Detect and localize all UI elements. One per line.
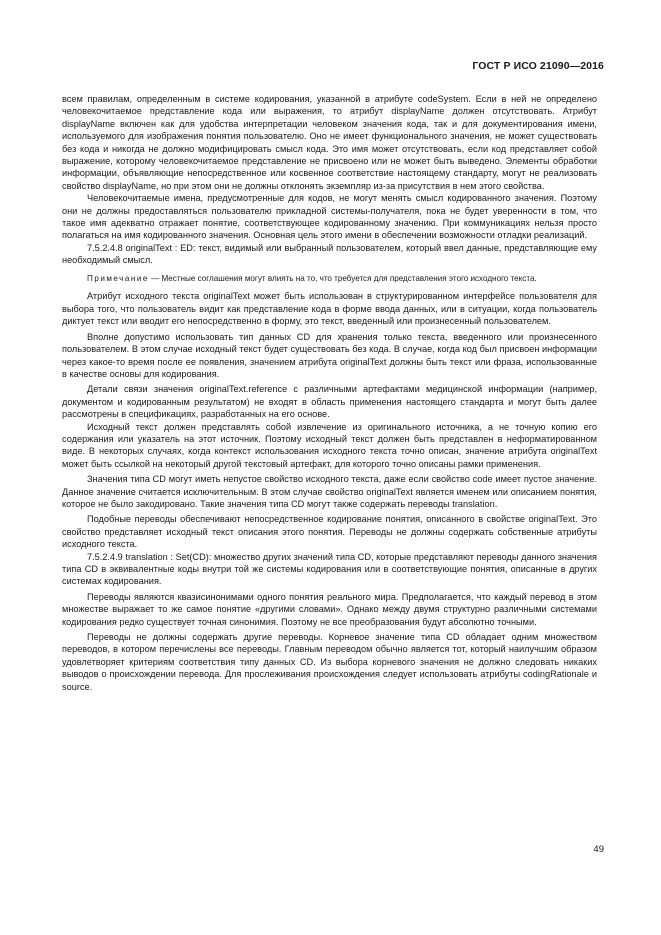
paragraph: Человекочитаемые имена, предусмотренные для кодов, не могут менять смысл кодированного значения. Поэтому они не должны предоставляться пользователю прикладной системы-получателя, пока не будет уверенности в том, что такое имя адекватно отражает понятие, соответствующее кодированному значению. При коммуникациях нельзя просто полагаться на имя кодированного значения. Основная цель этого имени в обеспечении возможности отладки реализаций. [62, 193, 597, 241]
note-label: Примечание [87, 273, 149, 283]
paragraph: Исходный текст должен представлять собой извлечение из оригинального источника, а не точную копию его содержания или указатель на этот источник. Поэтому исходный текст должен быть представлен в неформатированном виде. В некоторых случаях, когда контекст использования исходного текста точно описан, значение атрибута originalText может быть ссылкой на некоторый другой текстовый артефакт, для которого точно описаны рамки применения. [62, 421, 597, 469]
paragraph: всем правилам, определенным в системе кодирования, указанной в атрибуте codeSystem. Если в ней не определено человекочитаемое представление кода или выражения, то атрибут displayName должен отсутствовать. Атрибут displayName включен как для удобства интерпретации человеком значения кода, так и для документирования имени, используемого для изображения понятия пользователю. Оно не имеет функционального значения, не может существовать без кода и никогда не должно модифицировать смысл кода. Это имя может отсутствовать, если код представляет собой выражение, которому человекочитаемое представление не присвоено или не может быть выведено. Элементы обработки информации, объявляющие непосредственное или косвенное соответствие настоящему стандарту, могут не реализовать свойство displayName, но при этом они не должны отклонять экземпляр из-за присутствия в нем этого свойства. [62, 94, 597, 191]
paragraph: Переводы являются квазисинонимами одного понятия реального мира. Предполагается, что каждый перевод в этом множестве выражает то же самое понятие «другими словами». Однако между двумя структурно различными системами кодирования редко существует точная синонимия. Поэтому не все преобразования будут абсолютно точными. [62, 591, 597, 627]
note [62, 273, 597, 285]
paragraph: Детали связи значения originalText.reference с различными артефактами медицинской информации (например, документом и кодированным результатом) не входят в область применения настоящего стандарта и могут быть далее рассмотрены в спецификациях, разработанных на его основе. [62, 384, 597, 420]
paragraph: 7.5.2.4.9 translation : Set(CD): множество других значений типа CD, которые представляют переводы данного значения типа CD в эквивалентные коды внутри той же системы кодирования или в соответствующие понятия, описанные в других системах кодирования. [62, 551, 597, 587]
document-body [62, 93, 597, 693]
paragraph: Атрибут исходного текста originalText может быть использован в структурированном интерфейсе пользователя для выбора того, что пользователь видит как представление кода в форме ввода данных, или в ситуации, когда пользователь диктует текст или вводит его непосредственно в форму, это текст, введенный или произнесенный пользователем. [62, 291, 597, 327]
paragraph: Переводы не должны содержать другие переводы. Корневое значение типа CD обладает одним множеством переводов, в котором перечислены все переводы. Главным переводом обычно является тот, который наилучшим образом удовлетворяет критериям соответствия типу данных CD. Из выбора корневого значения не должно следовать никаких выводов о происхождении перевода. Для прослеживания происхождения следует использовать атрибуты codingRationale и source. [62, 632, 597, 692]
paragraph: Подобные переводы обеспечивают непосредственное кодирование понятия, описанного в свойстве originalText. Это свойство представляет исходный текст описания этого понятия. Переводы не должны содержать собственные атрибуты исходного текста. [62, 514, 597, 550]
document-header: ГОСТ Р ИСО 21090—2016 [472, 60, 604, 72]
note-text: — Местные соглашения могут влиять на то, что требуется для представления этого исходного текста. [148, 273, 537, 283]
paragraph: Вполне допустимо использовать тип данных CD для хранения только текста, введенного или произнесенного пользователем. В этом случае исходный текст будет существовать без кода. В случае, когда код был присвоен информации через какое-то время после ее появления, значением атрибута originalText должны быть текст или фраза, использованные в качестве основы для кодирования. [62, 331, 597, 379]
paragraph: Значения типа CD могут иметь непустое свойство исходного текста, даже если свойство code имеет пустое значение. Данное значение считается исключительным. В этом случае свойство originalText является именем или описанием понятия, которое не было закодировано. Такие значения типа CD могут также содержать переводы translation. [62, 474, 597, 509]
paragraph: 7.5.2.4.8 originalText : ED: текст, видимый или выбранный пользователем, который ввел данные, представляющие ему необходимый смысл. [62, 242, 597, 266]
page-number: 49 [593, 844, 604, 855]
